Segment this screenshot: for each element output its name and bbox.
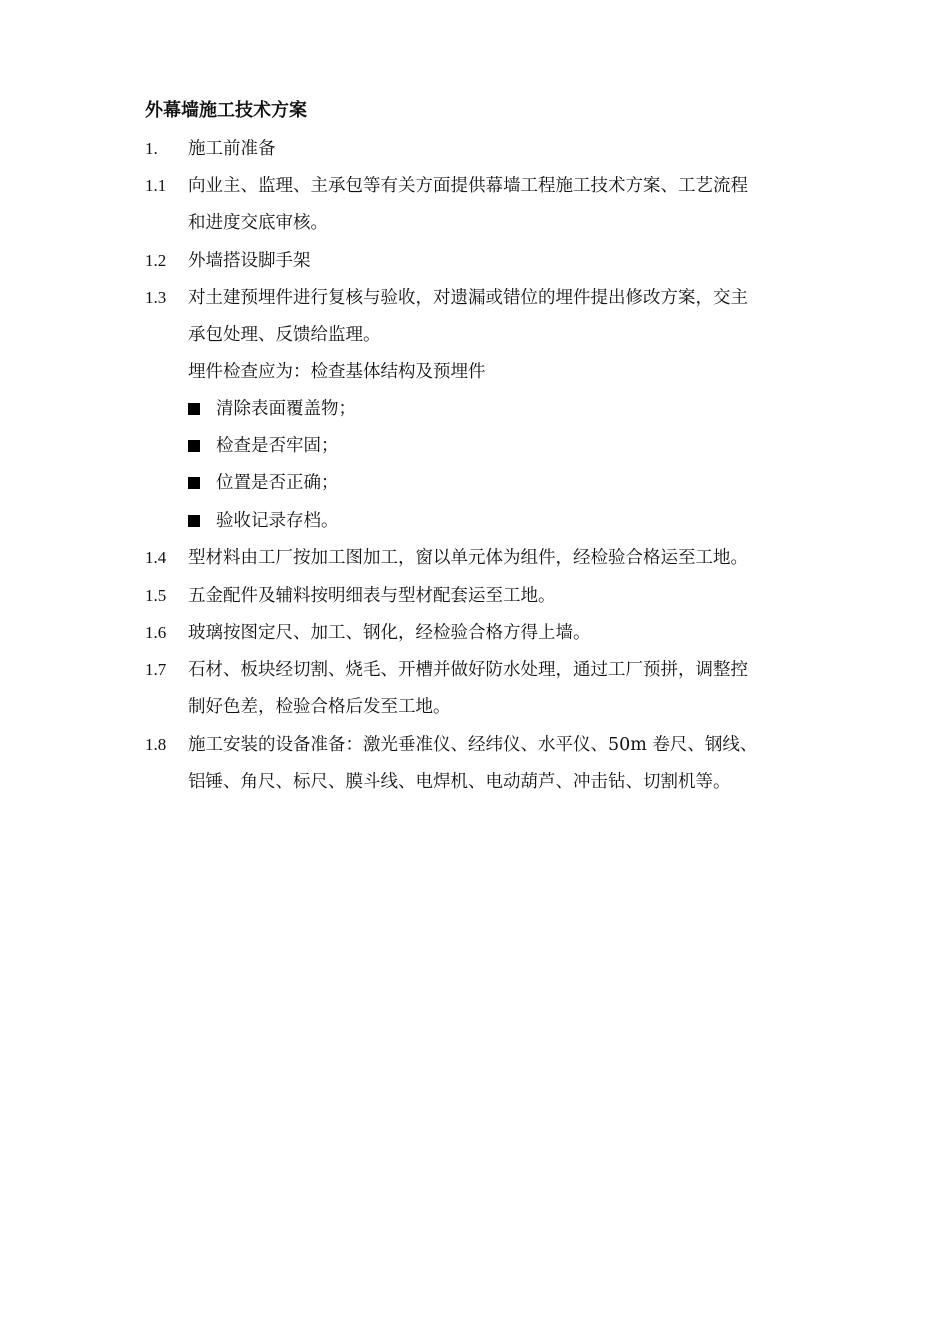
section-text: 施工前准备: [188, 139, 276, 159]
item-number: 1.1: [145, 176, 167, 195]
square-bullet-icon: [188, 403, 200, 415]
square-bullet-icon: [188, 515, 200, 527]
square-bullet-icon: [188, 477, 200, 489]
bullet-text: 验收记录存档。: [216, 511, 339, 531]
item-number: 1.8: [145, 735, 167, 754]
item-number: 1.4: [145, 548, 167, 567]
bullet-text: 位置是否正确；: [216, 473, 339, 493]
item-text-line: 玻璃按图定尺、加工、钢化，经检验合格方得上墙。: [188, 623, 591, 643]
item-text-line: 施工安装的设备准备：激光垂准仪、经纬仪、水平仪、50m 卷尺、钢线、: [188, 735, 758, 755]
document-title: 外幕墙施工技术方案: [145, 100, 307, 121]
item-text-line: 和进度交底审核。: [188, 213, 328, 233]
item-text-line: 对土建预埋件进行复核与验收，对遗漏或错位的埋件提出修改方案，交主: [188, 288, 748, 308]
item-text-line: 制好色差，检验合格后发至工地。: [188, 697, 451, 717]
bullet-text: 检查是否牢固；: [216, 436, 339, 456]
item-text-line: 石材、板块经切割、烧毛、开槽并做好防水处理，通过工厂预拼，调整控: [188, 660, 748, 680]
section-number: 1.: [145, 139, 158, 158]
item-number: 1.6: [145, 623, 167, 642]
item-number: 1.7: [145, 660, 167, 679]
inspection-intro-text: 埋件检查应为：检查基体结构及预埋件: [188, 362, 486, 382]
item-text-line: 外墙搭设脚手架: [188, 251, 311, 271]
item-text-line: 承包处理、反馈给监理。: [188, 325, 381, 345]
item-text-line: 向业主、监理、主承包等有关方面提供幕墙工程施工技术方案、工艺流程: [188, 176, 748, 196]
item-number: 1.2: [145, 251, 167, 270]
item-number: 1.3: [145, 288, 167, 307]
item-number: 1.5: [145, 586, 167, 605]
item-text-line: 五金配件及辅料按明细表与型材配套运至工地。: [188, 586, 556, 606]
item-text-line: 型材料由工厂按加工图加工，窗以单元体为组件，经检验合格运至工地。: [188, 548, 748, 568]
bullet-text: 清除表面覆盖物；: [216, 399, 356, 419]
item-text-line: 铝锤、角尺、标尺、膜斗线、电焊机、电动葫芦、冲击钻、切割机等。: [188, 772, 731, 792]
square-bullet-icon: [188, 440, 200, 452]
